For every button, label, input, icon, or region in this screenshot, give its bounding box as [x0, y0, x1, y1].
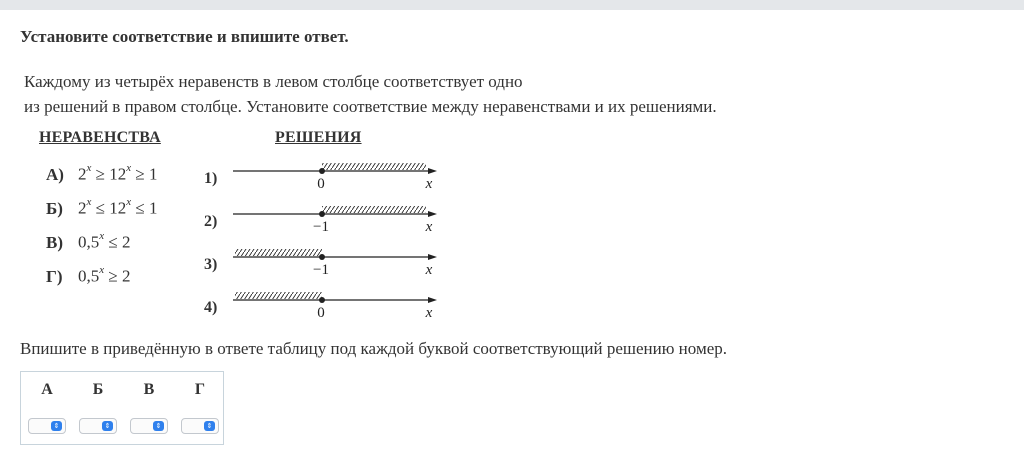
inequality-letter: А)	[46, 164, 64, 184]
number-line-2	[233, 206, 437, 235]
inequality-b: Б) $2^x \le 12^x \le 1$	[46, 196, 158, 218]
hatched-region	[322, 163, 426, 170]
solution-number-1: 1)	[204, 170, 218, 187]
point-dot	[319, 297, 325, 303]
answer-select-a[interactable]	[28, 418, 66, 434]
answer-header-v: В	[143, 381, 155, 398]
axis-arrow-icon	[428, 254, 437, 260]
task-title: Установите соответствие и впишите ответ.	[20, 27, 349, 46]
updown-icon: ⇕	[153, 421, 164, 431]
inequality-letter: Г)	[46, 266, 63, 286]
answer-select-g[interactable]	[181, 418, 219, 434]
updown-icon: ⇕	[51, 421, 62, 431]
axis-arrow-icon	[428, 297, 437, 303]
answer-prompt: Впишите в приведённую в ответе таблицу под каждой буквой соответствующий решению номер.	[20, 339, 728, 358]
inequalities-header: НЕРАВЕНСТВА	[39, 129, 161, 146]
inequality-letter: Б)	[46, 198, 63, 218]
answer-table	[20, 371, 224, 445]
solution-number-4: 4)	[204, 299, 218, 316]
number-line-4	[233, 292, 437, 321]
solution-number-2: 2)	[204, 213, 218, 230]
updown-icon: ⇕	[102, 421, 113, 431]
axis-label: x	[425, 219, 433, 235]
point-label: −1	[313, 219, 329, 235]
axis-label: x	[425, 305, 433, 321]
point-dot	[319, 254, 325, 260]
hatched-region	[322, 206, 426, 213]
point-dot	[319, 211, 325, 217]
axis-arrow-icon	[428, 211, 437, 217]
inequality-letter: В)	[46, 232, 63, 252]
inequality-g: Г) $0,5^x \ge 2$	[46, 264, 131, 286]
point-label: 0	[317, 176, 325, 192]
axis-arrow-icon	[428, 168, 437, 174]
answer-header-b: Б	[92, 381, 104, 398]
intro-line-1: Каждому из четырёх неравенств в левом столбце соответствует одно	[24, 72, 523, 91]
point-label: 0	[317, 305, 325, 321]
answer-header-a: А	[41, 381, 53, 398]
inequality-v: В) $0,5^x \le 2$	[46, 230, 131, 252]
number-line-1	[233, 163, 437, 192]
axis-label: x	[425, 176, 433, 192]
answer-select-b[interactable]	[79, 418, 117, 434]
answer-select-v[interactable]	[130, 418, 168, 434]
hatched-region	[235, 249, 322, 256]
solution-number-3: 3)	[204, 256, 218, 273]
hatched-region	[235, 292, 322, 299]
updown-icon: ⇕	[204, 421, 215, 431]
answer-header-g: Г	[194, 381, 206, 398]
solutions-header: РЕШЕНИЯ	[275, 129, 362, 146]
inequality-a: А) $2^x \ge 12^x \ge 1$	[46, 162, 158, 184]
point-dot	[319, 168, 325, 174]
number-line-3	[233, 249, 437, 278]
axis-label: x	[425, 262, 433, 278]
intro-line-2: из решений в правом столбце. Установите соответствие между неравенствами и их решениями.	[24, 97, 717, 116]
point-label: −1	[313, 262, 329, 278]
